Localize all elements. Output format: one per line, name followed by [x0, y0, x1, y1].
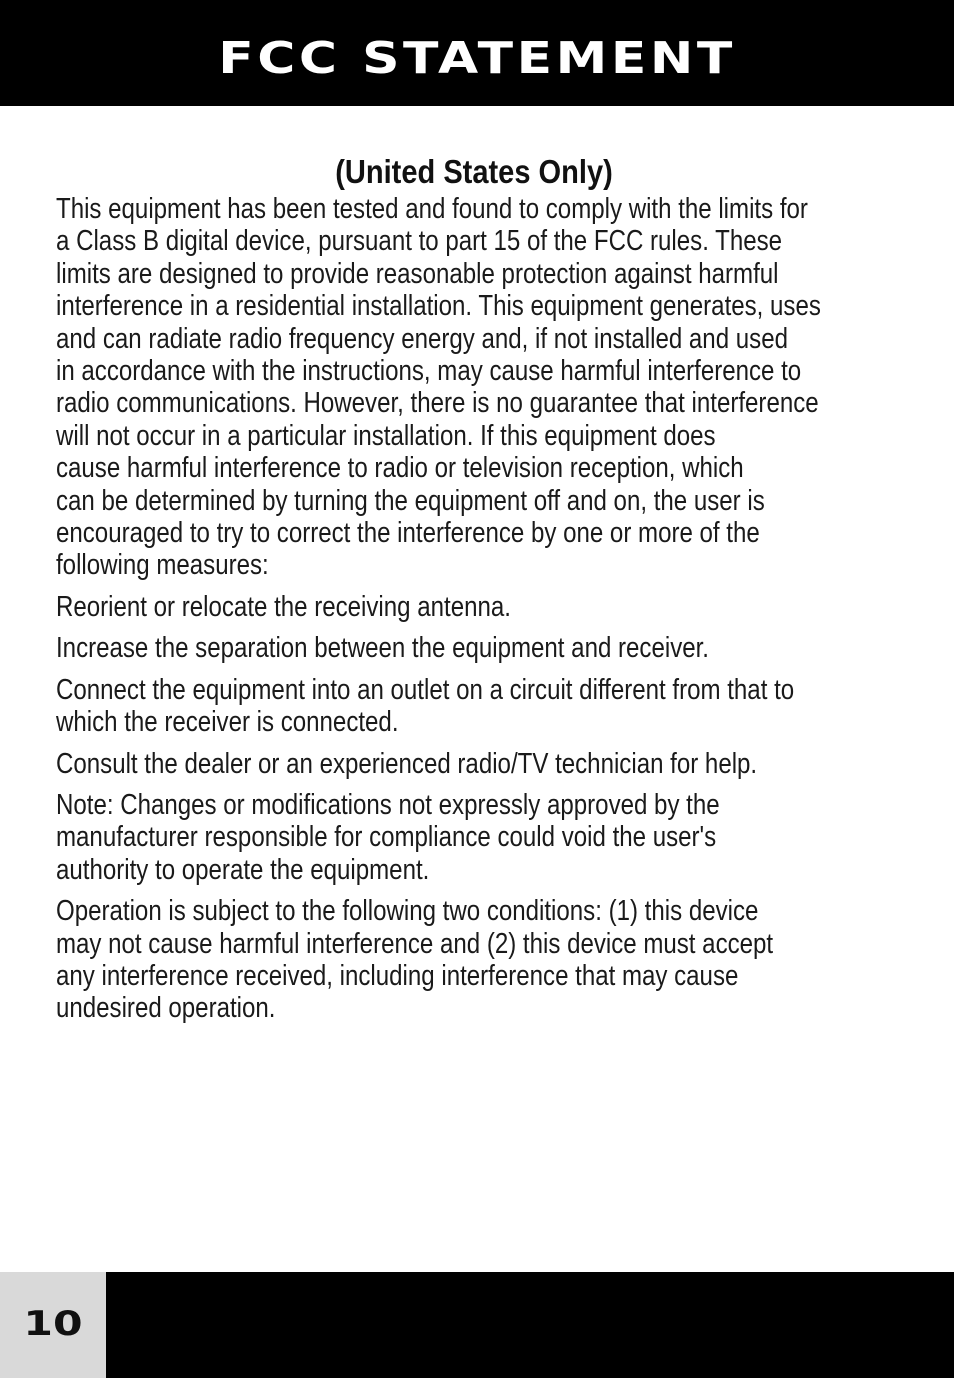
- conditions-paragraph: Operation is subject to the following two conditions: (1) this device may not cause harmful interference and (2) this device must accept any interference received, including interference that may cause undesired operation.: [56, 895, 774, 1025]
- section-subtitle: (United States Only): [335, 153, 613, 190]
- measure-item: Reorient or relocate the receiving antenna.: [56, 590, 511, 623]
- measure-item: Consult the dealer or an experienced radio/TV technician for help.: [56, 747, 758, 780]
- page-title: FCC STATEMENT: [218, 33, 736, 84]
- measure-item: Increase the separation between the equipment and receiver.: [56, 632, 710, 665]
- footer-bar: [106, 1272, 954, 1378]
- note-paragraph: Note: Changes or modifications not expressly approved by the manufacturer responsible for compliance could void the user's authority to operate the equipment.: [56, 788, 720, 886]
- page-number-box: [0, 1272, 106, 1378]
- measure-item: Connect the equipment into an outlet on a circuit different from that to which the receiver is connected.: [56, 673, 795, 739]
- document-body: [56, 150, 906, 1025]
- intro-paragraph: This equipment has been tested and found to comply with the limits for a Class B digital device, pursuant to part 15 of the FCC rules. These limits are designed to provide reasonable protection against harmful interference in a residential installation. This equipment generates, uses and can radiate radio frequency energy and, if not installed and used in accordance with the instructions, may cause harmful interference to radio communications. However, there is no guarantee that interference will not occur in a particular installation. If this equipment does cause harmful interference to radio or television reception, which can be determined by turning the equipment off and on, the user is encouraged to try to correct the interference by one or more of the following measures:: [56, 193, 821, 582]
- page-number: 10: [23, 1304, 83, 1344]
